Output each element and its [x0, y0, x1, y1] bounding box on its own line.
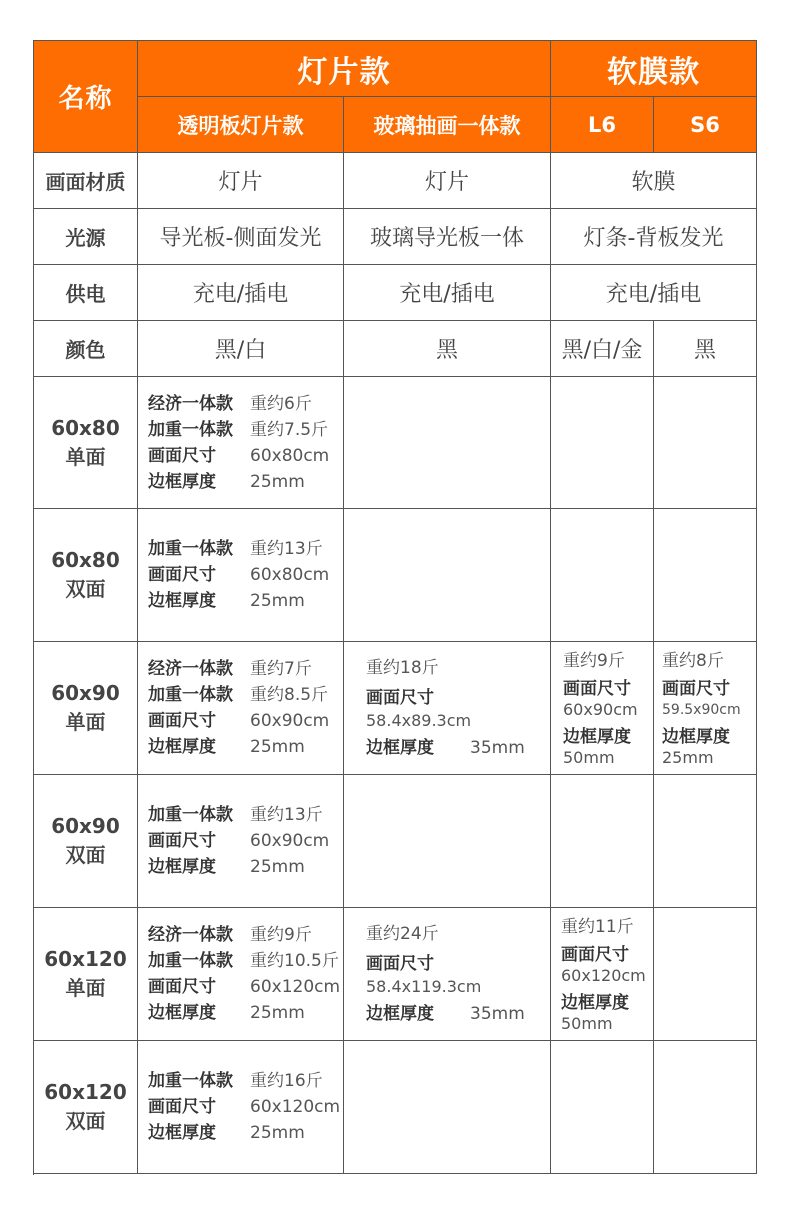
spec-key: 画面尺寸	[148, 831, 216, 851]
glass-frame-value: 35mm	[470, 738, 525, 758]
empty-cell	[551, 509, 654, 642]
spec-key: 画面尺寸	[148, 565, 216, 585]
l6-size-key: 画面尺寸	[563, 679, 631, 699]
size-sides: 双面	[65, 1109, 106, 1133]
s6-frame-key: 边框厚度	[662, 727, 730, 747]
size-sides: 单面	[65, 710, 106, 734]
spec-key: 边框厚度	[148, 857, 216, 877]
size-dimension: 60x80	[51, 415, 120, 440]
size-dimension: 60x80	[51, 548, 120, 572]
s6-weight: 重约8斤	[662, 651, 724, 671]
spec-value: 重约8.5斤	[250, 685, 329, 705]
color-glass: 黑	[344, 321, 551, 377]
color-l6: 黑/白/金	[551, 321, 654, 377]
spec-key: 画面尺寸	[148, 445, 216, 466]
glass-frame-value: 35mm	[470, 1004, 525, 1024]
row-label-power: 供电	[34, 265, 138, 321]
spec-key: 加重一体款	[148, 805, 233, 825]
size-dimension: 60x90	[51, 681, 120, 705]
spec-cell-s6	[654, 642, 757, 775]
empty-cell	[344, 1041, 551, 1174]
l6-frame-key: 边框厚度	[563, 727, 631, 747]
spec-value: 25mm	[250, 737, 305, 757]
material-transparent: 灯片	[138, 153, 344, 209]
spec-key: 边框厚度	[148, 1003, 216, 1023]
power-transparent: 充电/插电	[138, 265, 344, 321]
header-sub-transparent: 透明板灯片款	[138, 97, 344, 153]
spec-value: 25mm	[250, 1003, 305, 1023]
size-label	[34, 775, 138, 908]
spec-key: 边框厚度	[148, 1123, 216, 1143]
spec-value: 60x90cm	[250, 711, 330, 731]
spec-key: 画面尺寸	[148, 1097, 216, 1117]
spec-key: 边框厚度	[148, 591, 216, 611]
spec-key: 经济一体款	[148, 925, 233, 945]
empty-cell	[551, 775, 654, 908]
glass-weight: 重约18斤	[366, 658, 439, 678]
empty-cell	[551, 377, 654, 509]
size-label	[34, 509, 138, 642]
spec-value: 重约9斤	[250, 925, 312, 945]
spec-value: 重约13斤	[250, 539, 323, 559]
empty-cell	[551, 1041, 654, 1174]
size-dimension: 60x90	[51, 814, 120, 838]
l6-size-value: 60x90cm	[563, 700, 638, 719]
spec-value: 重约6斤	[250, 393, 312, 414]
empty-cell	[654, 775, 757, 908]
spec-key: 加重一体款	[148, 419, 233, 440]
spec-key: 加重一体款	[148, 1071, 233, 1091]
light-softfilm: 灯条-背板发光	[551, 209, 757, 265]
header-group-softfilm: 软膜款	[551, 41, 757, 97]
empty-cell	[344, 377, 551, 509]
spec-cell-l6	[551, 908, 654, 1041]
empty-cell	[654, 509, 757, 642]
spec-key: 边框厚度	[148, 737, 216, 757]
empty-cell	[654, 377, 757, 509]
light-glass: 玻璃导光板一体	[344, 209, 551, 265]
s6-size-key: 画面尺寸	[662, 679, 730, 699]
spec-cell-transparent	[138, 1041, 344, 1174]
header-sub-glass: 玻璃抽画一体款	[344, 97, 551, 153]
size-label	[34, 642, 138, 775]
size-sides: 单面	[65, 444, 106, 469]
spec-value: 重约7斤	[250, 659, 312, 679]
spec-cell-transparent	[138, 509, 344, 642]
spec-key: 加重一体款	[148, 539, 233, 559]
spec-value: 60x80cm	[250, 445, 330, 466]
spec-value: 60x120cm	[250, 1097, 341, 1117]
spec-value: 重约16斤	[250, 1071, 323, 1091]
empty-cell	[654, 1041, 757, 1174]
l6-size-value: 60x120cm	[561, 966, 646, 985]
s6-frame-value: 25mm	[662, 748, 714, 767]
spec-cell-l6	[551, 642, 654, 775]
header-name: 名称	[34, 41, 138, 153]
spec-value: 25mm	[250, 591, 305, 611]
row-label-color: 颜色	[34, 321, 138, 377]
size-label	[34, 908, 138, 1041]
spec-key: 加重一体款	[148, 951, 233, 971]
spec-key: 经济一体款	[148, 659, 233, 679]
spec-value: 重约7.5斤	[250, 419, 329, 440]
empty-cell	[344, 509, 551, 642]
spec-cell-transparent	[138, 908, 344, 1041]
material-softfilm: 软膜	[551, 153, 757, 209]
glass-frame-key: 边框厚度	[366, 738, 434, 758]
light-transparent: 导光板-侧面发光	[138, 209, 344, 265]
glass-frame-key: 边框厚度	[366, 1004, 434, 1024]
power-glass: 充电/插电	[344, 265, 551, 321]
spec-key: 边框厚度	[148, 471, 216, 492]
header-group-lightsheet: 灯片款	[138, 41, 551, 97]
spec-cell-glass	[344, 908, 551, 1041]
spec-table	[33, 40, 757, 1175]
l6-frame-value: 50mm	[563, 748, 615, 767]
empty-cell	[344, 775, 551, 908]
spec-value: 60x90cm	[250, 831, 330, 851]
size-dimension: 60x120	[44, 947, 127, 971]
size-sides: 双面	[65, 843, 106, 867]
spec-cell-transparent	[138, 377, 344, 509]
l6-size-key: 画面尺寸	[561, 945, 629, 965]
glass-size-value: 58.4x119.3cm	[366, 977, 482, 996]
size-dimension: 60x120	[44, 1080, 127, 1104]
size-label	[34, 1041, 138, 1174]
spec-key: 经济一体款	[148, 393, 233, 414]
l6-frame-value: 50mm	[561, 1014, 613, 1033]
empty-cell	[654, 908, 757, 1041]
spec-key: 画面尺寸	[148, 711, 216, 731]
spec-value: 重约10.5斤	[250, 951, 339, 971]
header-sub-l6: L6	[551, 97, 654, 153]
power-softfilm: 充电/插电	[551, 265, 757, 321]
spec-value: 重约13斤	[250, 805, 323, 825]
glass-size-value: 58.4x89.3cm	[366, 711, 472, 730]
spec-value: 25mm	[250, 471, 305, 492]
glass-size-key: 画面尺寸	[366, 688, 434, 708]
color-transparent: 黑/白	[138, 321, 344, 377]
header-sub-s6: S6	[654, 97, 757, 153]
spec-cell-transparent	[138, 775, 344, 908]
color-s6: 黑	[654, 321, 757, 377]
s6-size-value: 59.5x90cm	[662, 702, 741, 718]
size-sides: 双面	[65, 577, 106, 601]
spec-key: 画面尺寸	[148, 977, 216, 997]
l6-frame-key: 边框厚度	[561, 993, 629, 1013]
spec-value: 60x80cm	[250, 565, 330, 585]
row-label-material: 画面材质	[34, 153, 138, 209]
spec-key: 加重一体款	[148, 685, 233, 705]
row-label-light: 光源	[34, 209, 138, 265]
spec-cell-glass	[344, 642, 551, 775]
spec-value: 60x120cm	[250, 977, 341, 997]
glass-size-key: 画面尺寸	[366, 954, 434, 974]
material-glass: 灯片	[344, 153, 551, 209]
size-label	[34, 377, 138, 509]
spec-value: 25mm	[250, 857, 305, 877]
l6-weight: 重约9斤	[563, 651, 625, 671]
glass-weight: 重约24斤	[366, 924, 439, 944]
spec-value: 25mm	[250, 1123, 305, 1143]
size-sides: 单面	[65, 976, 106, 1000]
l6-weight: 重约11斤	[561, 917, 634, 937]
spec-cell-transparent	[138, 642, 344, 775]
